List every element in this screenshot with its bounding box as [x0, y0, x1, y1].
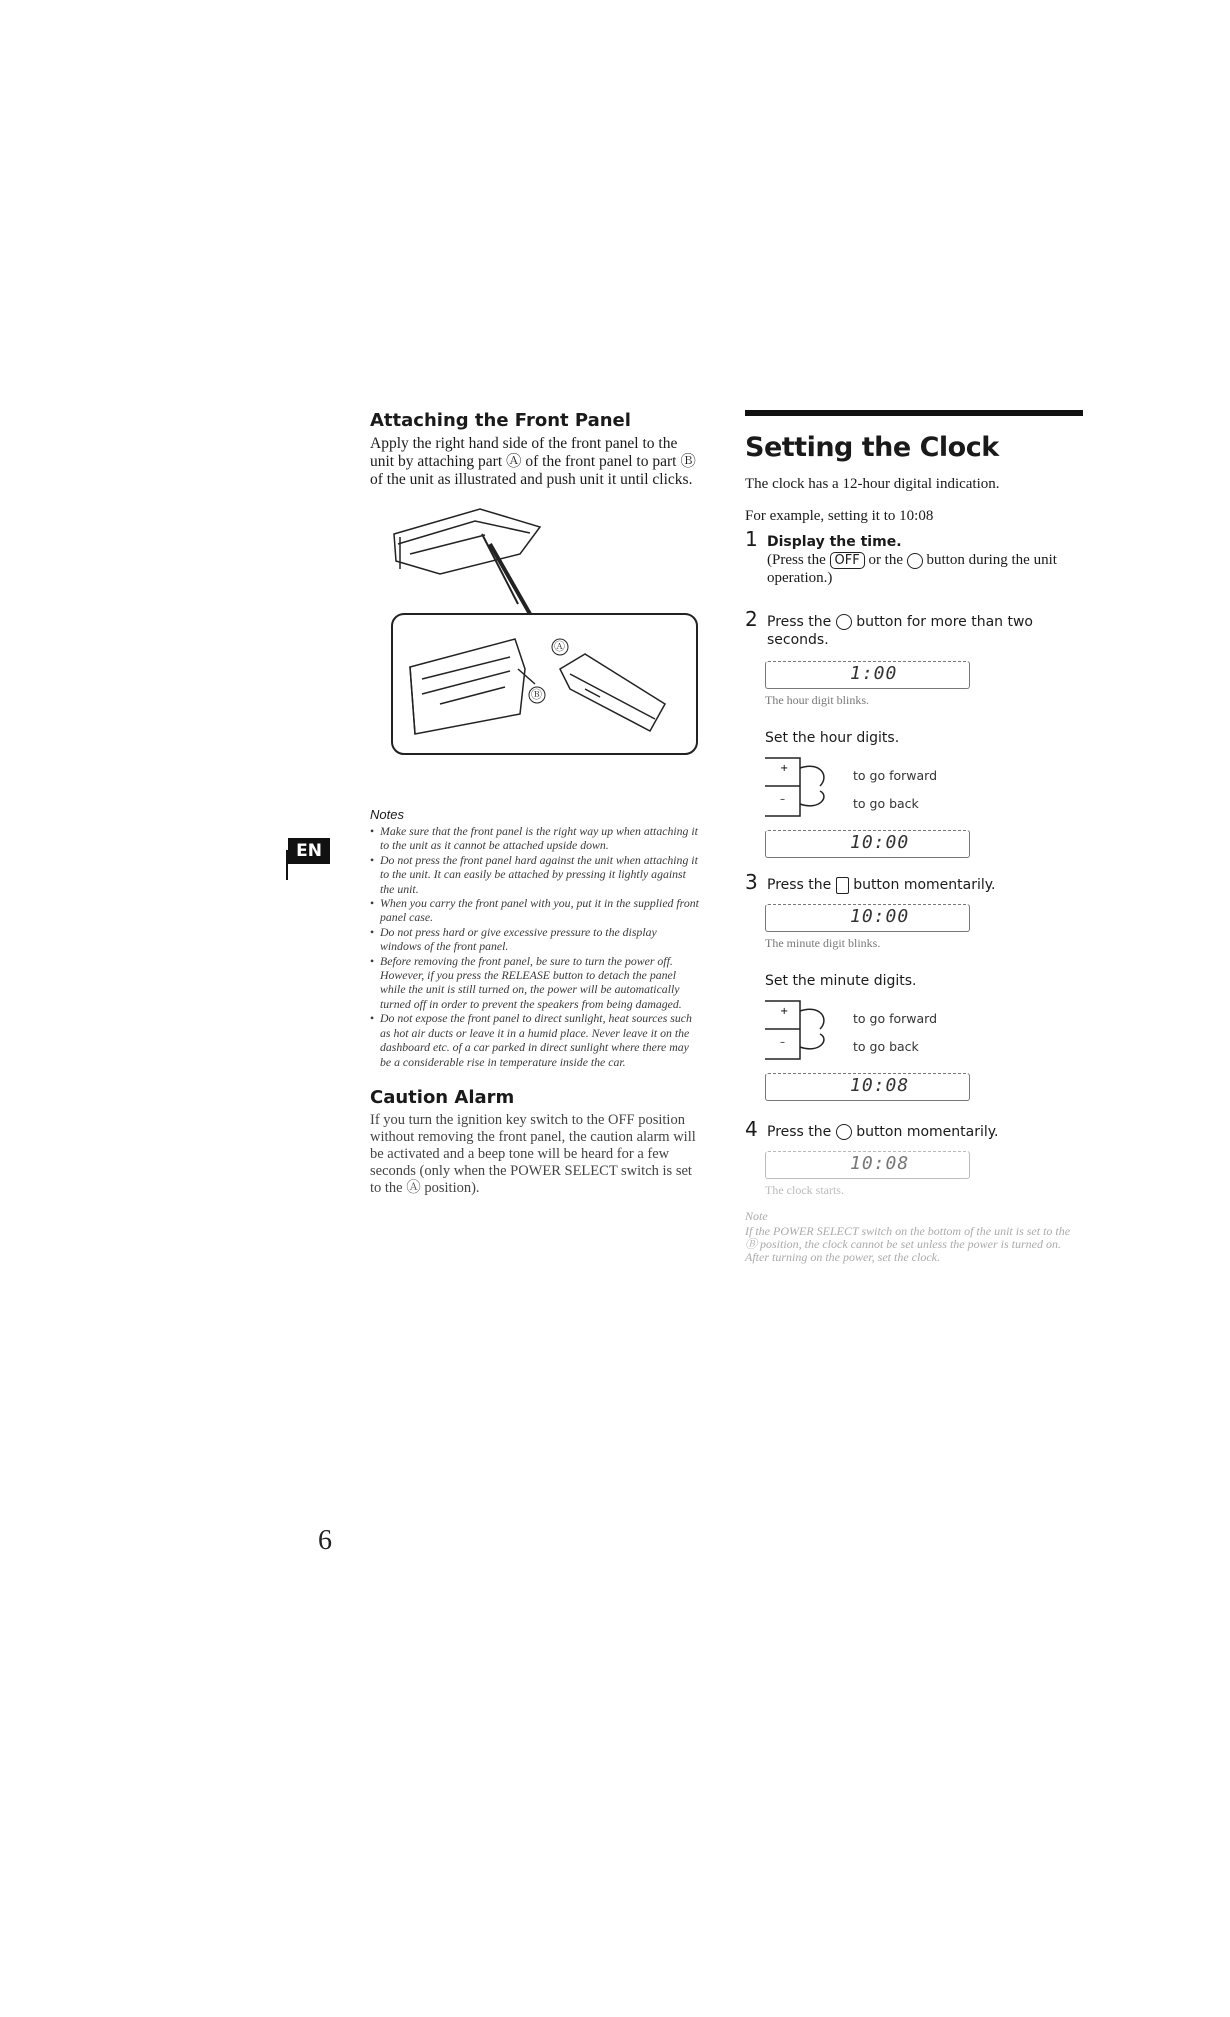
disp-button-icon: [907, 553, 923, 569]
label-b: Ⓑ: [531, 689, 542, 701]
lcd-display-2: [765, 830, 970, 858]
step-2: [745, 607, 1090, 649]
front-panel-illustration: [370, 499, 700, 799]
lcd-display-1: [765, 661, 970, 689]
minute-dial-figure: [760, 989, 1090, 1069]
forward-label: to go forward: [853, 1011, 938, 1026]
page-title: Setting the Clock: [745, 432, 999, 463]
disp-button-icon: [836, 1124, 852, 1140]
step-3-text: Press the: [767, 877, 832, 893]
step-4-text: Press the: [767, 1124, 832, 1140]
step-1-title: Display the time.: [767, 534, 902, 550]
step-1-text-b: or the: [868, 552, 904, 568]
attach-body: Apply the right hand side of the front panel to the unit by attaching part Ⓐ of the front panel to part Ⓑ of the unit as illustrated and push unit it until clicks.: [370, 435, 696, 488]
note-item: • Do not press hard or give excessive pressure to the display windows of the front panel.: [370, 925, 700, 954]
lcd-display-3: [765, 904, 970, 932]
lcd-readout: 1:00: [850, 663, 898, 684]
step-3-number: 3: [745, 870, 758, 894]
step-1-detail: [767, 551, 1090, 587]
note-item: • Make sure that the front panel is the right way up when attaching it to the unit as it cannot be attached upside down.: [370, 824, 700, 853]
lcd-readout: 10:08: [850, 1153, 910, 1174]
note-item: • Before removing the front panel, be sure to turn the power off. However, if you press the RELEASE button to detach the panel while the unit is still turned on, the power will be automatically turned off in order to prevent the speakers from being damaged.: [370, 954, 700, 1012]
caution-title: Caution Alarm: [370, 1086, 515, 1108]
clock-intro: The clock has a 12-hour digital indication.: [745, 476, 1000, 492]
lcd-caption-5: The clock starts.: [765, 1183, 844, 1197]
note-item: • When you carry the front panel with you, put it in the supplied front panel case.: [370, 896, 700, 925]
set-minute-label: Set the minute digits.: [765, 973, 917, 989]
step-1-text-a: (Press the: [767, 552, 826, 568]
attach-title: Attaching the Front Panel: [370, 410, 631, 431]
step-4: [745, 1117, 1090, 1141]
step-1-text-c: button during the unit operation.): [767, 552, 1057, 586]
lcd-display-5: [765, 1151, 970, 1179]
tab-stem: [286, 850, 288, 880]
hour-dial-figure: [760, 746, 1090, 826]
notes-list: [370, 824, 700, 1069]
caution-body: If you turn the ignition key switch to the OFF position without removing the front panel, the caution alarm will be activated and a beep tone will be heard for a few seconds (only when the POWER SELECT switch is set to the Ⓐ position).: [370, 1111, 696, 1196]
step-1-number: 1: [745, 527, 758, 551]
svg-text:+: +: [780, 763, 789, 774]
step-3-rest: button momentarily.: [853, 877, 996, 893]
seek-dial-icon: [760, 746, 870, 826]
note-item: • Do not press the front panel hard against the unit when attaching it to the unit. It can easily be attached by pressing it lightly against the unit.: [370, 853, 700, 896]
step-4-rest: button momentarily.: [856, 1124, 999, 1140]
lcd-readout: 10:00: [850, 832, 910, 853]
step-3: [745, 870, 1090, 894]
front-panel-figure: [370, 499, 700, 799]
select-button-icon: [836, 877, 849, 894]
left-column: [370, 410, 700, 1197]
note-title: Note: [745, 1209, 768, 1223]
svg-text:–: –: [780, 1037, 785, 1048]
step-4-number: 4: [745, 1117, 758, 1141]
off-key-icon: OFF: [830, 552, 865, 569]
forward-label: to go forward: [853, 768, 938, 783]
step-2-rest: button for more than two seconds.: [767, 614, 1033, 648]
example-text: For example, setting it to 10:08: [745, 508, 934, 524]
language-tab: [288, 838, 330, 864]
set-hour-label: Set the hour digits.: [765, 730, 900, 746]
notes-title: Notes: [370, 807, 404, 822]
step-2-number: 2: [745, 607, 758, 631]
svg-text:–: –: [780, 794, 785, 805]
lcd-caption-3: The minute digit blinks.: [765, 936, 881, 950]
lcd-readout: 10:00: [850, 906, 910, 927]
svg-text:+: +: [780, 1006, 789, 1017]
language-tab-label: EN: [296, 841, 322, 861]
lcd-caption-1: The hour digit blinks.: [765, 693, 869, 707]
label-a: Ⓐ: [554, 641, 565, 653]
title-rule: [745, 410, 1083, 416]
step-2-text: Press the: [767, 614, 832, 630]
seek-dial-icon: [760, 989, 870, 1069]
disp-button-icon: [836, 614, 852, 630]
back-label: to go back: [853, 796, 919, 811]
page-number: 6: [318, 1525, 332, 1556]
right-column: [745, 410, 1090, 1264]
lcd-readout: 10:08: [850, 1075, 910, 1096]
step-1: [745, 527, 1090, 587]
note-text: If the POWER SELECT switch on the bottom of the unit is set to the Ⓑ position, the clock cannot be set unless the power is turned on. After turning on the power, set the clock.: [745, 1224, 1071, 1264]
back-label: to go back: [853, 1039, 919, 1054]
lcd-display-4: [765, 1073, 970, 1101]
note-item: • Do not expose the front panel to direct sunlight, heat sources such as hot air ducts or leave it in a humid place. Never leave it on the dashboard etc. of a car parked in direct sunlight where there may be a considerable rise in temperature inside the car.: [370, 1011, 700, 1069]
